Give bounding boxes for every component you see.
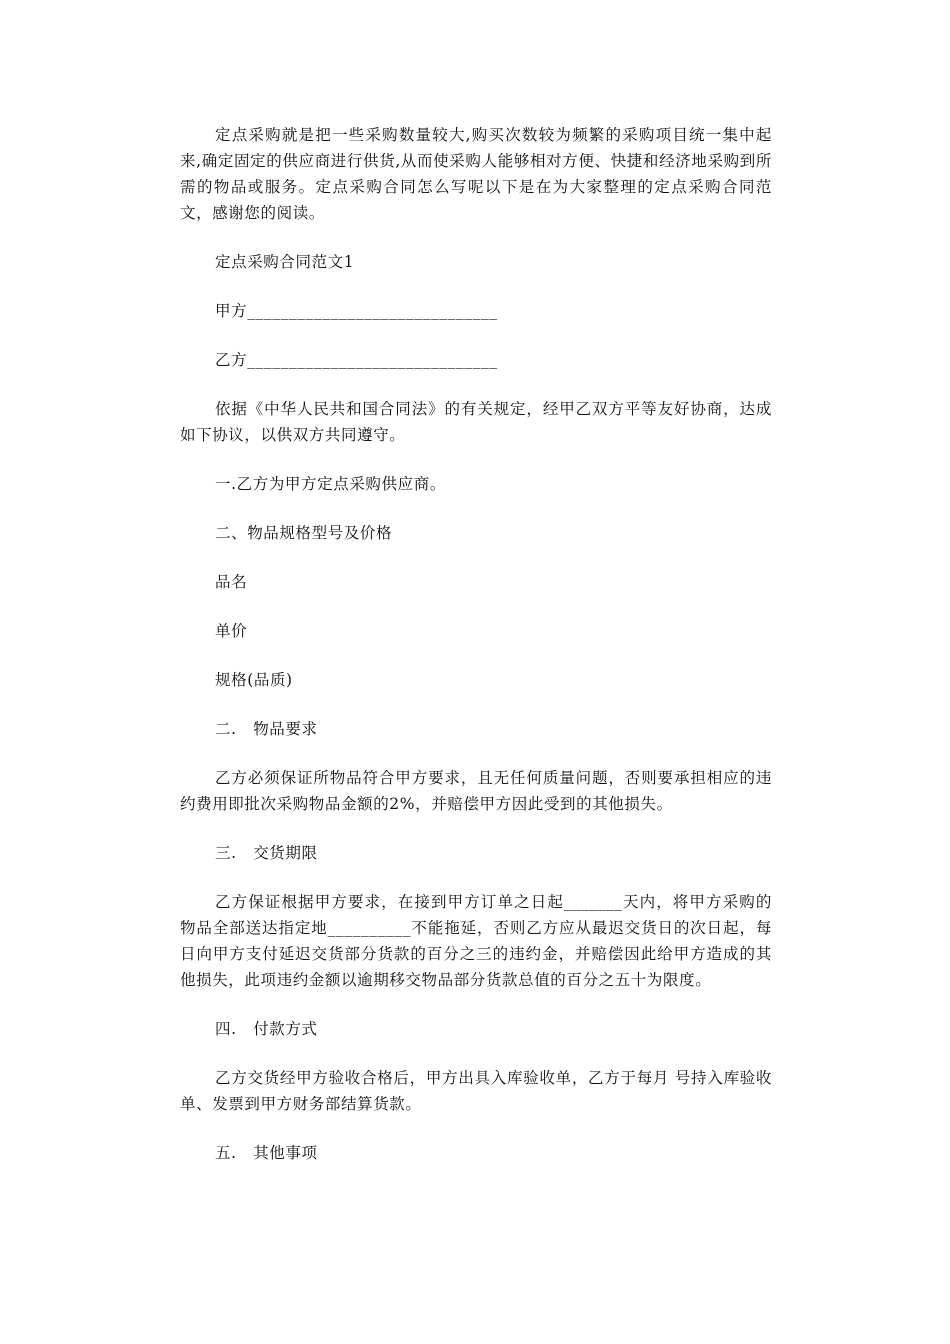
sample-title: 定点采购合同范文1 bbox=[215, 253, 355, 271]
clause-2-title: 二、物品规格型号及价格 bbox=[215, 524, 393, 542]
item-spec-label: 规格(品质) bbox=[215, 671, 293, 689]
item-price-label: 单价 bbox=[215, 622, 248, 640]
clause-1: 一.乙方为甲方定点采购供应商。 bbox=[215, 475, 446, 493]
clause-requirements-title: 二. 物品要求 bbox=[215, 720, 318, 738]
clause-4-title: 四. 付款方式 bbox=[215, 1020, 318, 1038]
intro-paragraph: 定点采购就是把一些采购数量较大,购买次数较为频繁的采购项目统一集中起来,确定固定的供应商进行供货,从而使采购人能够相对方便、快捷和经济地采购到所需的物品或服务。定点采购合同怎么写呢以下是在为大家整理的定点采购合同范文，感谢您的阅读。 bbox=[180, 126, 772, 222]
clause-4-body: 乙方交货经甲方验收合格后，甲方出具入库验收单，乙方于每月 号持入库验收单、发票到甲方财务部结算货款。 bbox=[180, 1069, 772, 1113]
clause-3-title: 三. 交货期限 bbox=[215, 844, 318, 862]
basis-paragraph: 依据《中华人民共和国合同法》的有关规定，经甲乙双方平等友好协商，达成如下协议，以供双方共同遵守。 bbox=[180, 400, 772, 444]
party-a-line: 甲方______________________________ bbox=[215, 302, 498, 320]
document-body bbox=[180, 122, 772, 1189]
item-name-label: 品名 bbox=[215, 573, 248, 591]
party-b-line: 乙方______________________________ bbox=[215, 351, 498, 369]
clause-5-title: 五. 其他事项 bbox=[215, 1144, 318, 1162]
clause-3-body: 乙方保证根据甲方要求，在接到甲方订单之日起_______天内，将甲方采购的物品全部送达指定地__________不能拖延，否则乙方应从最迟交货日的次日起，每日向甲方支付延迟交货部分货款的百分之三的违约金，并赔偿因此给甲方造成的其他损失，此项违约金额以逾期移交物品部分货款总值的百分之五十为限度。 bbox=[180, 893, 772, 989]
clause-requirements-body: 乙方必须保证所物品符合甲方要求，且无任何质量问题，否则要承担相应的违约费用即批次采购物品金额的2%，并赔偿甲方因此受到的其他损失。 bbox=[180, 769, 772, 813]
